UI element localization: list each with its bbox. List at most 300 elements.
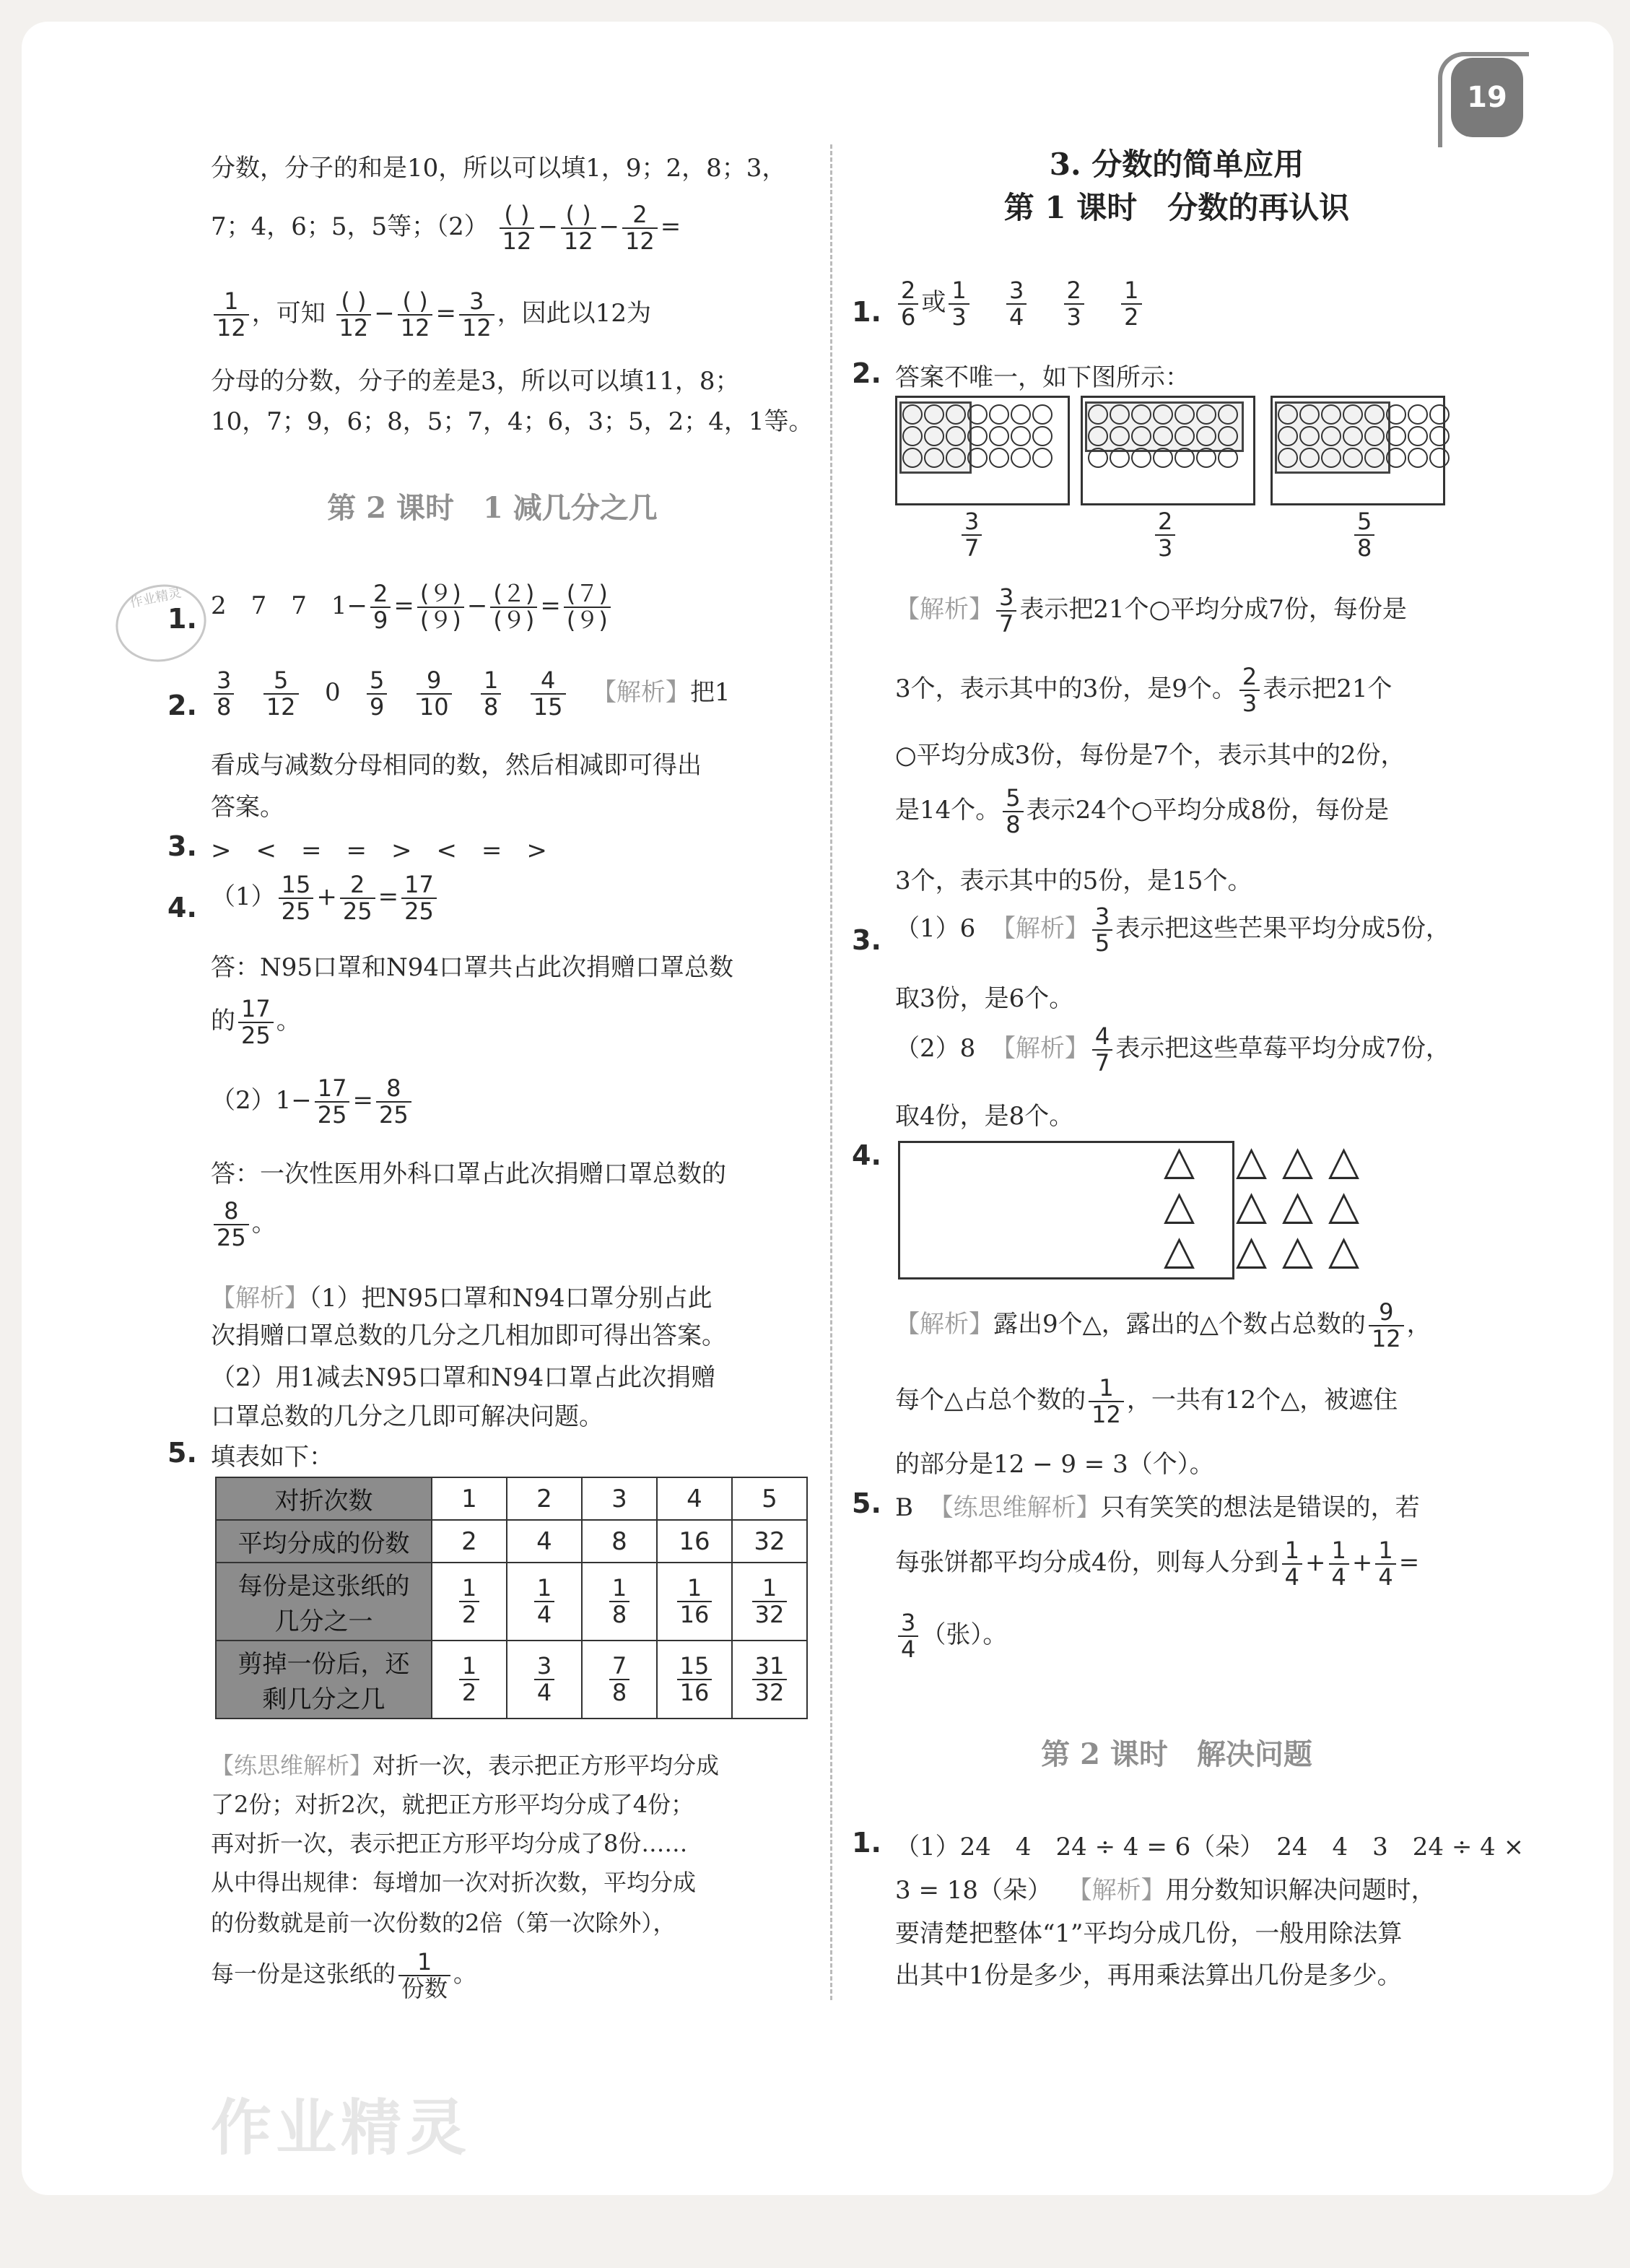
frac-num: 1 [536, 1573, 552, 1602]
frac-num: 15 [281, 871, 311, 898]
circle [1408, 448, 1428, 468]
text: 3个，表示其中的3份，是9个。 [895, 674, 1237, 704]
circle [1174, 404, 1195, 425]
fraction [376, 1076, 411, 1128]
table-row [216, 1563, 807, 1641]
frac-num: 8 [386, 1074, 401, 1102]
text: 表示把这些草莓平均分成7份， [1115, 1034, 1450, 1064]
circle [1174, 426, 1195, 446]
fraction [1092, 904, 1112, 956]
frac-den: 6 [898, 303, 918, 330]
q5-explain-2: 了2份；对折2次，就把正方形平均分成了4份； [211, 1791, 694, 1818]
frac-den: 10 [417, 693, 452, 720]
frac-den: 12 [459, 314, 494, 341]
r-q5-line3 [895, 1610, 1007, 1662]
q5-explain-4: 从中得出规律：每增加一次对折次数，平均分成 [211, 1869, 697, 1896]
frac-den: 12 [500, 227, 535, 254]
fraction [279, 872, 314, 924]
table-cell: 16 [657, 1520, 732, 1563]
fraction [949, 278, 969, 330]
triangle-icon: △ [1164, 1182, 1195, 1229]
r-q5-line2: 每张饼都平均分成4份，则每人分到 $\frac{1}{4}$ + $\frac{1}{4}$ + $\frac{1}{4}$ = [895, 1537, 1420, 1591]
jiexi-tag: 【解析】 [895, 595, 993, 625]
frac-den: 25 [214, 1224, 249, 1251]
circle [1218, 448, 1238, 468]
q4-part2: （2）1− $\frac{17}{25}$ = $\frac{8}{25}$ [211, 1076, 414, 1128]
q2-number: 2. [167, 690, 197, 721]
frac-num: 31 [754, 1651, 785, 1680]
fraction [1121, 278, 1141, 330]
frac-num: 1 [483, 666, 499, 694]
circle [924, 448, 944, 468]
frac-num: 3 [469, 287, 484, 315]
circle [1032, 448, 1052, 468]
frac-den: 12 [214, 314, 249, 341]
frac-num: 5 [1006, 784, 1021, 812]
frac-num: ( ) [565, 201, 591, 228]
frac-den: 25 [340, 898, 375, 924]
frac-num: 2 [1158, 508, 1173, 535]
circle [1153, 448, 1173, 468]
text: （2）8 [895, 1034, 976, 1064]
circle [1386, 404, 1406, 425]
frac-den: 25 [401, 898, 437, 924]
frac-den: 25 [315, 1101, 350, 1128]
frac-den: 3 [949, 303, 969, 330]
circle [967, 448, 988, 468]
q4-p1-label: （1） [211, 882, 276, 912]
fraction [1375, 1538, 1395, 1590]
frac-num: 5 [273, 666, 289, 694]
frac-num: 1 [461, 1651, 477, 1680]
table-cell: 4 [507, 1520, 582, 1563]
q4-part1: （1） $\frac{15}{25}$ + $\frac{2}{25}$ = $\frac{17}{25}$ [211, 872, 440, 924]
jiexi-tag: 【解析】 [895, 1310, 993, 1339]
table-cell [507, 1563, 582, 1641]
frac-num: (９) [419, 580, 461, 607]
circle [1299, 404, 1320, 425]
fraction [531, 668, 566, 720]
q2-explain-2: 看成与减数分母相同的数，然后相减即可得出 [211, 751, 702, 780]
r-q3-part2b: 取4份，是8个。 [895, 1102, 1074, 1131]
fraction [336, 289, 372, 341]
text: 。 [251, 1209, 276, 1238]
circle [1364, 448, 1385, 468]
q4-answer1: 答：N95口罩和N94口罩共占此次捐赠口罩总数 [211, 953, 734, 982]
fraction [370, 581, 391, 633]
text: 。 [276, 1007, 301, 1036]
circle [1011, 448, 1031, 468]
r-q5-number: 5. [852, 1487, 881, 1519]
text: 用分数知识解决问题时， [1165, 1876, 1436, 1905]
frac-num: 1 [762, 1573, 777, 1602]
frac-num: 1 [1284, 1537, 1299, 1564]
frac-den: 12 [1369, 1325, 1404, 1352]
frac-den: 8 [609, 1601, 629, 1628]
frac-num: 1 [611, 1573, 627, 1602]
q1-number: 1. [167, 603, 197, 635]
circle [1032, 404, 1052, 425]
text: 每个△占总个数的 [895, 1386, 1086, 1415]
fraction [481, 668, 501, 720]
circle [1386, 448, 1406, 468]
circle [946, 404, 966, 425]
table-cell [657, 1641, 732, 1719]
frac-den: 4 [1329, 1563, 1349, 1590]
tag: 【练思维解析】 [928, 1493, 1101, 1522]
fraction [367, 668, 387, 720]
table-cell [732, 1641, 807, 1719]
frac-num: 1 [417, 1948, 432, 1976]
frac-num: 9 [1379, 1298, 1394, 1326]
circle [1088, 404, 1108, 425]
circle [946, 448, 966, 468]
fraction [398, 1950, 450, 2002]
circle [1196, 404, 1216, 425]
table-cell [432, 1641, 507, 1719]
r-q2-explain-2 [895, 664, 1393, 716]
q4-explain-2: 次捐赠口罩总数的几分之几相加即可得出答案。 [211, 1321, 726, 1350]
circle [1131, 426, 1151, 446]
fraction [500, 202, 535, 254]
circle [1408, 404, 1428, 425]
fraction [1239, 664, 1260, 716]
page-number: 19 [1451, 58, 1523, 137]
r-q1-answer [895, 278, 1145, 330]
frac-num: 15 [679, 1651, 710, 1680]
circle [1032, 426, 1052, 446]
circle [1110, 404, 1130, 425]
frac-den: 7 [996, 610, 1016, 637]
table-cell: 2 [432, 1520, 507, 1563]
frac-num: 9 [427, 666, 442, 694]
fraction [490, 581, 537, 633]
text: 。 [453, 1960, 477, 1988]
frac-num: 8 [224, 1197, 239, 1225]
table-cell [582, 1641, 657, 1719]
table-cell: 1 [432, 1477, 507, 1520]
q4-answer2b [211, 1199, 276, 1251]
frac-den: 25 [279, 898, 314, 924]
fraction [898, 278, 918, 330]
circle [924, 426, 944, 446]
frac-num: 1 [687, 1573, 702, 1602]
fraction [1006, 278, 1027, 330]
text: 的 [211, 1007, 235, 1036]
text: （张）。 [921, 1620, 1008, 1650]
fraction [417, 581, 464, 633]
intro-line-1: 分数，分子的和是10，所以可以填1，9；2，8；3， [211, 154, 787, 183]
q2-explain-3: 答案。 [211, 793, 284, 822]
frac-num: 1 [951, 277, 967, 304]
frac-num: 4 [1094, 1022, 1110, 1050]
frac-num: 3 [536, 1651, 552, 1680]
frac-den: 12 [398, 314, 433, 341]
grid-label-1 [959, 509, 985, 561]
fraction [340, 872, 375, 924]
fraction [1064, 278, 1084, 330]
frac-num: 3 [1008, 277, 1024, 304]
text: 表示把21个○平均分成7份，每份是 [1019, 595, 1407, 625]
table-row [216, 1641, 807, 1719]
frac-den: 25 [238, 1022, 274, 1048]
circle [1011, 404, 1031, 425]
table-cell: 5 [732, 1477, 807, 1520]
fraction [1282, 1538, 1302, 1590]
circle [1343, 426, 1363, 446]
text: 3 = 18（朵） [895, 1876, 1052, 1905]
circle [1299, 448, 1320, 468]
frac-den: 32 [752, 1601, 788, 1628]
frac-den: 8 [609, 1679, 629, 1706]
frac-den: 8 [1003, 811, 1023, 838]
frac-den: 5 [1092, 929, 1112, 956]
frac-den: 4 [898, 1635, 918, 1662]
fraction [564, 581, 611, 633]
frac-den: (９) [564, 607, 611, 633]
circle [1110, 426, 1130, 446]
fraction [1369, 1300, 1404, 1352]
r-q3-part1b: 取3份，是6个。 [895, 984, 1074, 1013]
circle [902, 404, 923, 425]
fraction [315, 1076, 350, 1128]
frac-num: 1 [1124, 277, 1139, 304]
text: 露出9个△，露出的△个数占总数的 [993, 1310, 1366, 1339]
intro-text: ，因此以12为 [497, 299, 651, 329]
frac-den: 7 [962, 534, 982, 561]
frac-num: 3 [999, 583, 1014, 611]
frac-den: 3 [1064, 303, 1084, 330]
q4-explain-1 [211, 1278, 712, 1313]
circle [1088, 448, 1108, 468]
table-row [216, 1477, 807, 1520]
circle [967, 404, 988, 425]
q3-answer: > < = = > < = > [211, 836, 547, 865]
circle [1088, 426, 1108, 446]
text: 几分之一 [274, 1607, 373, 1636]
text: ，一共有12个△，被遮住 [1126, 1386, 1398, 1415]
frac-num: 3 [964, 508, 980, 535]
table-cell [507, 1641, 582, 1719]
frac-den: 12 [1089, 1401, 1124, 1428]
circle [1364, 426, 1385, 446]
r-l2q1-number: 1. [852, 1827, 881, 1859]
circle [1429, 404, 1450, 425]
table-cell: 3 [582, 1477, 657, 1520]
fraction [401, 872, 437, 924]
text: 表示24个○平均分成8份，每份是 [1026, 796, 1390, 825]
circle [1278, 426, 1298, 446]
circle [1131, 448, 1151, 468]
lesson-2-title-right: 第 2 课时 解决问题 [1041, 1737, 1312, 1771]
frac-num: 2 [632, 201, 648, 228]
r-l2q1-line3: 要清楚把整体“1”平均分成几份，一般用除法算 [895, 1919, 1403, 1948]
q5-explain-3: 再对折一次，表示把正方形平均分成了8份…… [211, 1830, 688, 1857]
fraction [561, 202, 596, 254]
circle [902, 426, 923, 446]
frac-den: 25 [376, 1101, 411, 1128]
circle [1196, 426, 1216, 446]
circle [1153, 404, 1173, 425]
text: 剩几分之几 [262, 1685, 385, 1714]
text: （1）把N95口罩和N94口罩分别占此 [309, 1284, 712, 1313]
fraction [1092, 1024, 1112, 1076]
fraction [214, 1199, 249, 1251]
frac-num: 5 [370, 666, 385, 694]
q4-explain-3: （2）用1减去N95口罩和N94口罩占此次捐赠 [211, 1363, 716, 1392]
r-q4-explain-3: 的部分是12 − 9 = 3（个）。 [895, 1450, 1214, 1479]
circle [1408, 426, 1428, 446]
circle [1321, 404, 1341, 425]
circle [1429, 426, 1450, 446]
watermark: 作业精灵 [211, 2092, 471, 2163]
q1-text: 2 7 7 1− [211, 591, 368, 621]
folding-table [215, 1477, 808, 1719]
frac-den: 8 [1354, 534, 1374, 561]
text: 表示把这些芒果平均分成5份， [1115, 914, 1450, 944]
frac-num: 2 [350, 871, 365, 898]
r-q2-number: 2. [852, 357, 881, 389]
triangle-icon: △ [1328, 1182, 1360, 1229]
table-header-cell [216, 1641, 432, 1719]
frac-den: 9 [367, 693, 387, 720]
frac-den: 3 [1239, 690, 1260, 716]
table-header-cell: 平均分成的份数 [216, 1520, 432, 1563]
fraction [1354, 509, 1374, 561]
frac-den: 12 [622, 227, 658, 254]
table-cell: 4 [657, 1477, 732, 1520]
triangle-icon: △ [1282, 1182, 1314, 1229]
q5-text: 填表如下： [211, 1443, 334, 1472]
frac-den: 32 [752, 1679, 788, 1706]
frac-den: 9 [370, 607, 391, 633]
jiexi-tag: 【解析】 [990, 914, 1089, 944]
frac-den: 4 [534, 1601, 554, 1628]
q4-answer2: 答：一次性医用外科口罩占此次捐赠口罩总数的 [211, 1160, 726, 1189]
frac-den: 2 [459, 1679, 479, 1706]
table-cell [657, 1563, 732, 1641]
text: B [895, 1493, 913, 1522]
frac-den: 3 [1155, 534, 1175, 561]
q2-tail: 把1 [689, 678, 731, 708]
circle [1321, 426, 1341, 446]
frac-num: 2 [373, 580, 388, 607]
r-q4-explain-1 [895, 1300, 1431, 1352]
frac-den: (９) [417, 607, 464, 633]
r-l2q1-line2 [895, 1870, 1436, 1906]
r-q3-part1 [895, 904, 1450, 956]
table-row [216, 1520, 807, 1563]
fraction [238, 996, 274, 1048]
frac-num: 17 [404, 871, 434, 898]
triangle-icon: △ [1282, 1227, 1314, 1274]
stamp: 作业精灵 [108, 576, 213, 670]
frac-den: 2 [1121, 303, 1141, 330]
frac-num: 1 [1099, 1374, 1114, 1402]
r-l2q1-line4: 出其中1份是多少，再用乘法算出几份是多少。 [895, 1961, 1402, 1990]
frac-num: 17 [317, 1074, 347, 1102]
r-q4-explain-2 [895, 1376, 1398, 1428]
intro-text: ，可知 [251, 299, 326, 329]
fraction [459, 289, 494, 341]
q5-explain-6 [211, 1950, 476, 2002]
circle [1278, 448, 1298, 468]
frac-num: 3 [217, 666, 232, 694]
fraction [1003, 786, 1023, 838]
frac-num: 1 [1331, 1537, 1346, 1564]
circle [1343, 448, 1363, 468]
frac-den: 8 [214, 693, 234, 720]
frac-num: (７) [566, 580, 608, 607]
triangle-icon: △ [1282, 1137, 1314, 1184]
grid-label-2 [1152, 509, 1178, 561]
text: ， [1406, 1310, 1431, 1339]
frac-den: 12 [561, 227, 596, 254]
circle [1153, 426, 1173, 446]
r-q3-number: 3. [852, 924, 881, 956]
frac-den: 12 [263, 693, 299, 720]
r-q5-line1 [895, 1487, 1420, 1523]
frac-den: 2 [459, 1601, 479, 1628]
jiexi-tag: 【解析】 [211, 1284, 309, 1313]
jiexi-tag: 【解析】 [591, 678, 690, 708]
frac-num: ( ) [402, 287, 428, 315]
q2-answer [211, 668, 731, 720]
q1-answer: 2 7 7 1− $\frac{2}{9}$ = $\frac{(9)}{(9)}$ − $\frac{(2)}{(9)}$ = $\frac{(7)}{(9)}$ [211, 581, 614, 633]
fraction [962, 509, 982, 561]
r-q1-number: 1. [852, 296, 881, 328]
circle [967, 426, 988, 446]
circle [1364, 404, 1385, 425]
circle [1278, 404, 1298, 425]
text: 每张饼都平均分成4份，则每人分到 [895, 1548, 1279, 1578]
frac-num: ( ) [341, 287, 367, 315]
jiexi-tag: 【解析】 [990, 1034, 1089, 1064]
text: 只有笑笑的想法是错误的，若 [1100, 1493, 1420, 1522]
intro-line-3: $\frac{1}{12}$ ，可知 $\frac{( )}{12}$ − $\frac{( )}{12}$ = $\frac{3}{12}$ ，因此以12为 [211, 289, 651, 341]
r-q3-part2 [895, 1024, 1450, 1076]
triangle-icon: △ [1236, 1182, 1268, 1229]
frac-num: 2 [1066, 277, 1081, 304]
frac-num: ( ) [504, 201, 530, 228]
circle [1218, 426, 1238, 446]
text: 是14个。 [895, 796, 1001, 825]
table-cell [432, 1563, 507, 1641]
circle [1174, 448, 1195, 468]
frac-den: 7 [1092, 1049, 1112, 1076]
section-title: 3. 分数的简单应用 [1049, 147, 1304, 182]
frac-num: 1 [461, 1573, 477, 1602]
intro-line-2-text: 7；4，6；5，5等；（2） [211, 212, 489, 242]
r-q4-number: 4. [852, 1139, 881, 1171]
q2-zero: 0 [324, 678, 341, 708]
text: 剪掉一份后，还 [237, 1650, 410, 1679]
frac-den: 4 [1006, 303, 1027, 330]
frac-den: 8 [481, 693, 501, 720]
frac-den: (９) [490, 607, 537, 633]
text: 或 [921, 288, 946, 318]
text: 对折一次，表示把正方形平均分成 [372, 1752, 720, 1779]
text: （1）6 [895, 914, 976, 944]
frac-num: 2 [1242, 663, 1258, 690]
circle [1218, 404, 1238, 425]
table-cell [732, 1563, 807, 1641]
fraction [996, 585, 1016, 637]
fraction [622, 202, 658, 254]
triangle-icon: △ [1236, 1227, 1268, 1274]
fraction [417, 668, 452, 720]
r-q2-explain-1 [895, 585, 1407, 637]
